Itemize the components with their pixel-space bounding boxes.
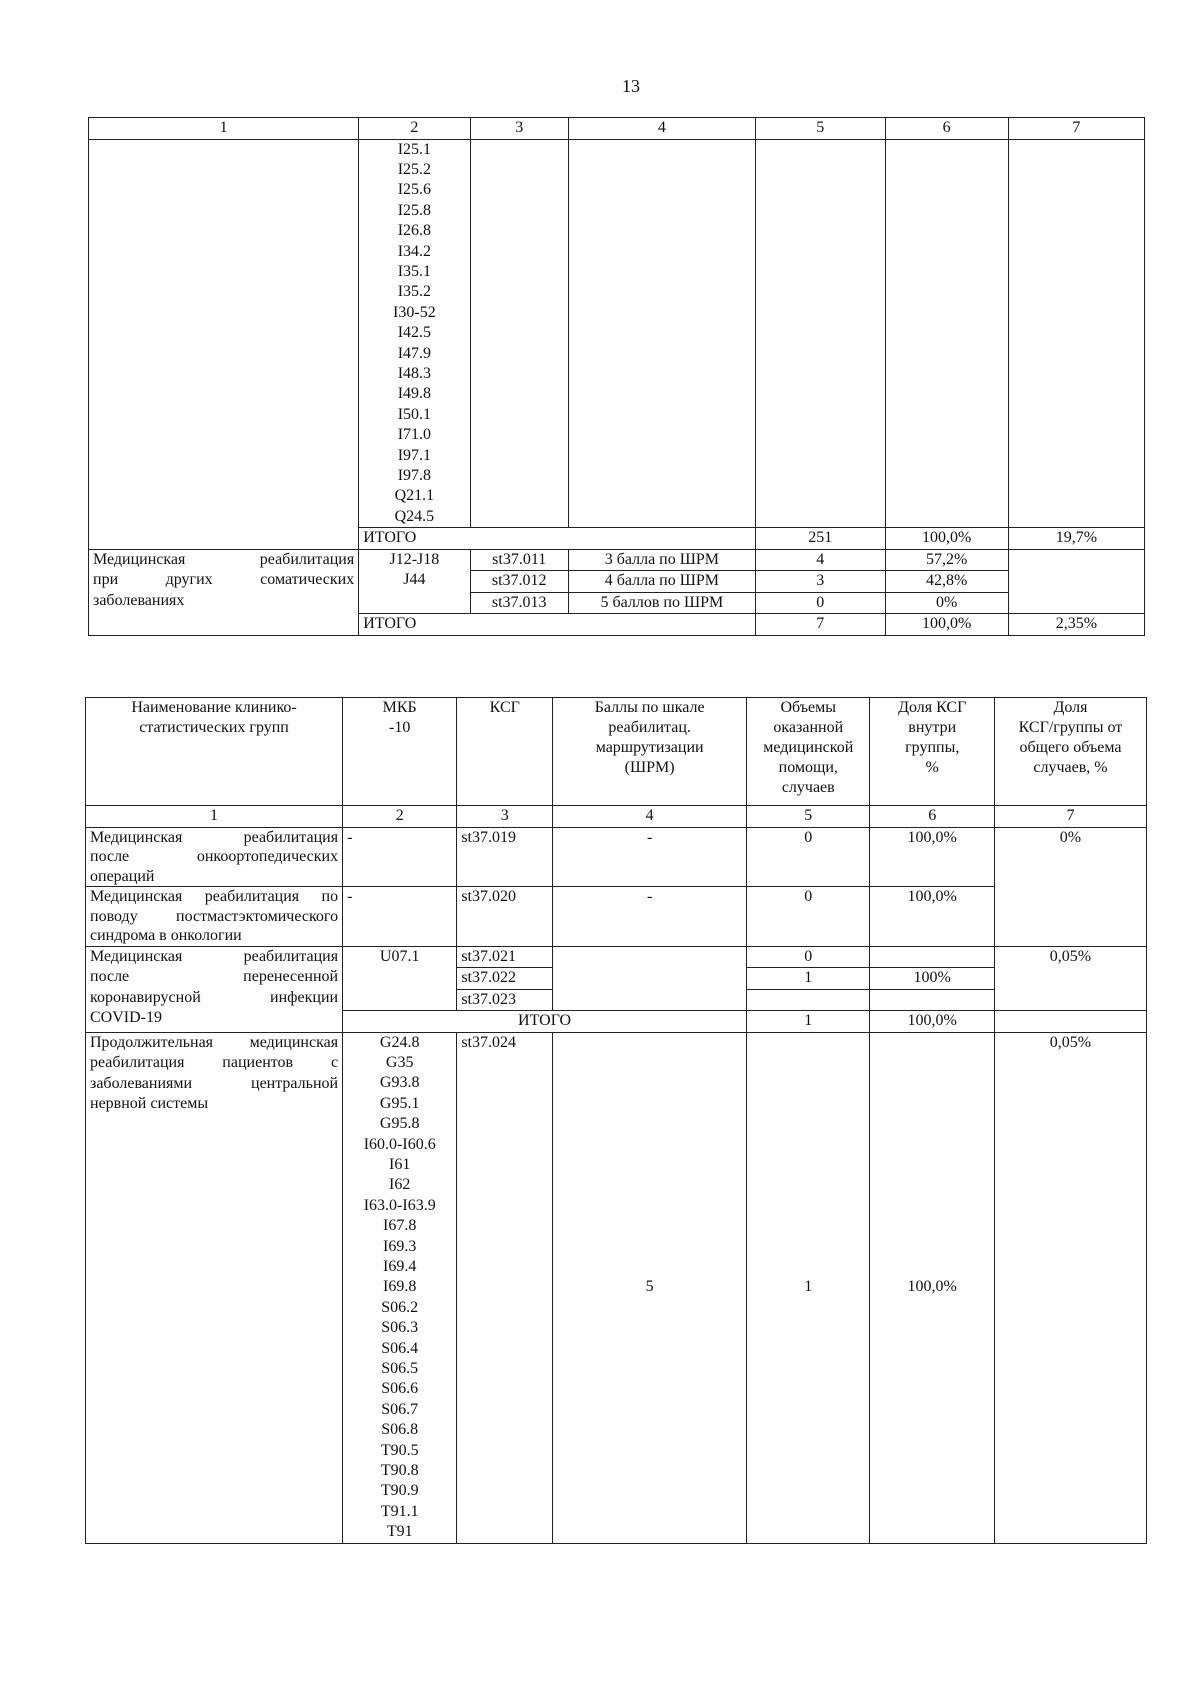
col-number: 5: [755, 118, 885, 140]
volume-value: 0: [747, 827, 870, 887]
table-row: [86, 887, 1147, 947]
ksg-code: st37.019: [457, 827, 553, 887]
header-line: Доля: [1053, 699, 1088, 716]
col-number: 6: [870, 806, 994, 828]
empty-cell: [568, 139, 755, 528]
col-number: 4: [568, 118, 755, 140]
mkb-code: I25.6: [397, 181, 432, 199]
volume-value: 1: [747, 1032, 870, 1543]
mkb-code: I67.8: [383, 1217, 417, 1235]
col-number: 6: [885, 118, 1008, 140]
mkb-code: S06.7: [381, 1400, 419, 1418]
mkb-code: S06.3: [381, 1319, 419, 1337]
mkb-code: I49.8: [397, 385, 432, 403]
mkb-code: I34.2: [397, 242, 432, 260]
ksg-code: st37.024: [457, 1032, 553, 1543]
group-name-line: нервной системы: [90, 1095, 209, 1112]
group-name-line: коронавирусной инфекции: [90, 988, 339, 1006]
mkb-value: U07.1: [343, 946, 457, 1011]
empty-cell: [755, 139, 885, 528]
share-value: 100,0%: [870, 1032, 994, 1543]
share-value: [870, 989, 994, 1011]
col-number: 5: [747, 806, 870, 828]
header-line: (ШРМ): [624, 759, 675, 776]
mkb-code: G95.1: [379, 1094, 420, 1112]
header-line: реабилитац.: [608, 719, 691, 736]
mkb-code: S06.5: [381, 1360, 419, 1377]
mkb-code: T90.5: [380, 1441, 419, 1459]
mkb-code: T91.1: [380, 1502, 419, 1520]
group-name-line: заболеваниями центральной: [90, 1074, 339, 1092]
mkb-code: G35: [385, 1053, 414, 1071]
mkb-code: I48.3: [397, 364, 432, 382]
header-line: статистических групп: [139, 719, 289, 736]
share-total-value: 0%: [994, 827, 1146, 887]
header-line: медицинской: [763, 739, 854, 756]
header-volume: [747, 698, 870, 806]
group-name-line: Медицинская реабилитация: [90, 828, 339, 846]
empty-cell: [470, 139, 568, 528]
mkb-code: I50.1: [397, 405, 432, 423]
table-row: [89, 549, 1145, 571]
group-name-line: Медицинская реабилитация: [90, 947, 339, 965]
mkb-code: I35.1: [397, 262, 432, 280]
col-number: 7: [994, 806, 1146, 828]
group-name-line: после онкоортопедических: [90, 848, 339, 865]
group-name-line: COVID-19: [90, 1009, 162, 1026]
total-share-in-group: 100,0%: [885, 614, 1008, 636]
empty-cell: [994, 1011, 1146, 1033]
mkb-code: I42.5: [397, 324, 432, 342]
total-label: ИТОГО: [343, 1011, 747, 1033]
total-label: ИТОГО: [359, 614, 756, 636]
shrm-score: -: [553, 827, 747, 887]
mkb-code: I25.2: [397, 160, 432, 178]
ksg-code: st37.021: [457, 946, 553, 968]
mkb-code: I71.0: [397, 426, 432, 444]
share-value: 100,0%: [870, 827, 994, 887]
header-mkb: [343, 698, 457, 806]
total-share-overall: 19,7%: [1008, 528, 1144, 550]
share-value: 100,0%: [870, 887, 994, 947]
group-name-line: поводу постмастэктомического: [90, 907, 339, 925]
group-name-line: после перенесенной: [90, 968, 339, 985]
mkb-code: G95.8: [379, 1115, 420, 1133]
volume-value: 0: [747, 946, 870, 968]
ksg-code: st37.012: [470, 571, 568, 593]
mkb-code: I60.0-I60.6: [363, 1135, 436, 1153]
mkb-code: T90.9: [380, 1482, 419, 1500]
total-share-in-group: 100,0%: [870, 1011, 994, 1033]
table-main: [85, 697, 1147, 1544]
header-line: КСГ: [489, 699, 520, 716]
ksg-code: st37.013: [470, 592, 568, 614]
empty-cell: [885, 139, 1008, 528]
header-line: группы,: [905, 739, 960, 756]
header-line: %: [925, 759, 939, 776]
mkb-code: I97.1: [397, 446, 432, 464]
header-line: случаев, %: [1033, 759, 1108, 776]
mkb-value: -: [343, 827, 457, 887]
mkb-code: I97.8: [397, 467, 432, 484]
mkb-code: S06.8: [381, 1421, 419, 1439]
mkb-code: I35.2: [397, 283, 432, 301]
shrm-score: 3 балла по ШРМ: [568, 549, 755, 571]
mkb-code: I69.8: [383, 1278, 417, 1296]
group-name-line: Продолжительная медицинская: [90, 1033, 339, 1051]
mkb-code: Q21.1: [394, 487, 435, 505]
page-number: 13: [622, 76, 640, 96]
share-total-value: 0,05%: [994, 946, 1146, 1011]
group-name-cell: [89, 549, 359, 635]
table-continuation: [88, 117, 1145, 636]
mkb-code: I30-52: [393, 303, 436, 321]
header-line: КСГ/группы от: [1018, 719, 1123, 736]
mkb-code: I69.3: [383, 1237, 417, 1255]
header-line: МКБ: [382, 699, 417, 716]
mkb-value: -: [343, 887, 457, 947]
mkb-code: I25.1: [397, 140, 432, 158]
group-name-line: синдрома в онкологии: [90, 927, 242, 944]
ksg-code: st37.022: [457, 968, 553, 990]
group-name-cell: [86, 827, 343, 887]
header-row: [86, 698, 1147, 806]
group-name-line: Медицинская реабилитация по: [90, 888, 339, 905]
header-share-total: [994, 698, 1146, 806]
col-number: 3: [457, 806, 553, 828]
empty-cell: [553, 946, 747, 1011]
empty-cell: [994, 887, 1146, 947]
shrm-score: -: [553, 887, 747, 947]
volume-value: 0: [755, 592, 885, 614]
share-value: 42,8%: [885, 571, 1008, 593]
mkb-code: I62: [389, 1176, 411, 1194]
header-shrm: [553, 698, 747, 806]
header-line: Наименование клинико-: [131, 699, 297, 716]
shrm-score: 5: [553, 1032, 747, 1543]
share-value: 0%: [885, 592, 1008, 614]
header-group-name: [86, 698, 343, 806]
total-volume: 1: [747, 1011, 870, 1033]
share-total-value: 0,05%: [994, 1032, 1146, 1543]
total-share-overall: 2,35%: [1008, 614, 1144, 636]
header-line: Баллы по шкале: [594, 699, 705, 716]
mkb-code: I61: [389, 1155, 411, 1173]
mkb-codes-cell: [343, 1032, 457, 1543]
empty-cell: [1008, 549, 1144, 614]
mkb-code: I63.0-I63.9: [363, 1196, 436, 1214]
group-name-cell: [86, 887, 343, 947]
header-line: Доля КСГ: [898, 699, 967, 716]
mkb-code: J12-J18: [389, 550, 440, 568]
mkb-code: I26.8: [397, 222, 432, 240]
col-number: 4: [553, 806, 747, 828]
col-number: 2: [359, 118, 470, 140]
volume-value: [747, 989, 870, 1011]
group-name-line: заболеваниях: [93, 591, 185, 609]
mkb-code: T91: [386, 1523, 413, 1541]
col-number: 2: [343, 806, 457, 828]
total-volume: 7: [755, 614, 885, 636]
share-value: 100%: [870, 968, 994, 990]
header-line: -10: [389, 719, 411, 736]
shrm-score: 4 балла по ШРМ: [568, 571, 755, 593]
mkb-codes-cell: [359, 549, 470, 614]
shrm-score: 5 баллов по ШРМ: [568, 592, 755, 614]
mkb-code: S06.2: [381, 1298, 419, 1316]
total-volume: 251: [755, 528, 885, 550]
col-number: 3: [470, 118, 568, 140]
mkb-codes-cell: [359, 139, 470, 528]
group-name-line: реабилитация пациентов с: [90, 1054, 339, 1071]
group-name-line: при других соматических: [93, 571, 355, 589]
col-number: 1: [89, 118, 359, 140]
group-name-cell: [89, 139, 359, 549]
share-value: 57,2%: [885, 549, 1008, 571]
header-line: общего объема: [1019, 739, 1122, 756]
mkb-code: I47.9: [397, 344, 432, 362]
volume-value: 0: [747, 887, 870, 947]
header-line: помощи,: [778, 759, 838, 776]
total-share-in-group: 100,0%: [885, 528, 1008, 550]
header-line: Объемы: [780, 699, 837, 716]
ksg-code: st37.020: [457, 887, 553, 947]
header-line: внутри: [908, 719, 957, 736]
header-line: маршрутизации: [595, 739, 704, 756]
ksg-code: st37.023: [457, 989, 553, 1011]
header-line: случаев: [781, 779, 835, 796]
group-name-cell: [86, 1032, 343, 1543]
ksg-code: st37.011: [470, 549, 568, 571]
col-number: 1: [86, 806, 343, 828]
header-ksg: [457, 698, 553, 806]
group-name-line: Медицинская реабилитация: [93, 550, 355, 568]
volume-value: 3: [755, 571, 885, 593]
group-name-cell: [86, 946, 343, 1032]
mkb-code: T90.8: [380, 1462, 419, 1480]
header-share-in-group: [870, 698, 994, 806]
table-row: [86, 827, 1147, 887]
group-name-line: операций: [90, 867, 155, 885]
col-number: 7: [1008, 118, 1144, 140]
header-line: оказанной: [773, 719, 844, 736]
table-row: [86, 1032, 1147, 1543]
mkb-code: S06.6: [381, 1380, 419, 1398]
total-label: ИТОГО: [359, 528, 756, 550]
volume-value: 1: [747, 968, 870, 990]
table-row: [89, 139, 1145, 528]
mkb-code: I25.8: [397, 201, 432, 219]
mkb-code: S06.4: [381, 1339, 419, 1357]
mkb-code: I69.4: [383, 1257, 417, 1275]
column-number-row: [86, 806, 1147, 828]
share-value: [870, 946, 994, 968]
mkb-code: Q24.5: [394, 507, 435, 525]
column-number-row: [89, 118, 1145, 140]
mkb-code: J44: [403, 571, 426, 589]
volume-value: 4: [755, 549, 885, 571]
mkb-code: G93.8: [379, 1074, 420, 1092]
table-row: [86, 946, 1147, 968]
empty-cell: [1008, 139, 1144, 528]
mkb-code: G24.8: [379, 1033, 420, 1051]
